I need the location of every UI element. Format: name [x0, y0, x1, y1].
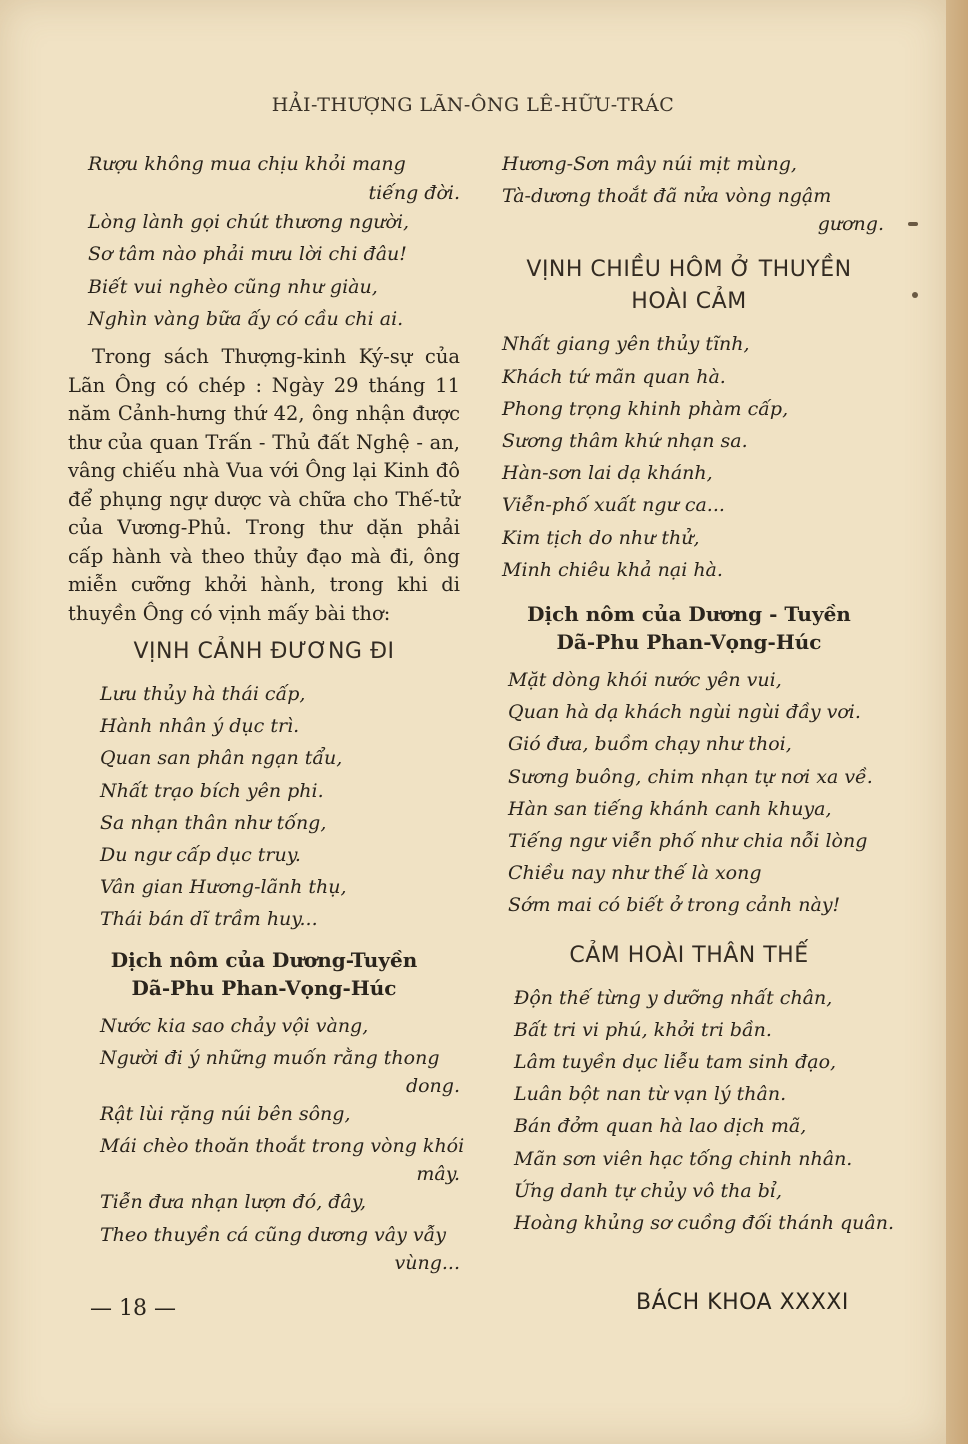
left-column: [68, 148, 465, 1275]
continuation-poem: [494, 148, 884, 236]
verse-line: Ứng danh tự chủy vô tha bỉ,: [514, 1179, 782, 1202]
verse-line: mây.: [416, 1163, 460, 1186]
poem-vinh-canh-duong-di: [68, 678, 460, 936]
verse-line: Kim tịch do như thử,: [502, 526, 700, 549]
verse-line: Sơ tâm nào phải mưu lời chi đâu!: [88, 243, 407, 266]
verse-line: Quan san phân ngạn tẩu,: [100, 747, 343, 770]
verse-line: Sa nhạn thân như tống,: [100, 811, 327, 834]
verse-line: Phong trọng khinh phàm cấp,: [502, 397, 789, 420]
translator-line: Dịch nôm của Dương - Tuyền: [527, 602, 851, 627]
verse-line: Biết vui nghèo cũng như giàu,: [88, 275, 378, 298]
verse-line: Thái bán dĩ trầm huy...: [100, 908, 318, 931]
poem-title-line: HOÀI CẢM: [631, 289, 747, 315]
page-edge: [946, 0, 968, 1444]
verse-line: Sương thâm khứ nhạn sa.: [502, 430, 748, 453]
verse-line: Quan hà dạ khách ngùi ngùi đầy vơi.: [508, 701, 861, 724]
translator-line: Dã-Phu Phan-Vọng-Húc: [556, 630, 822, 655]
verse-line: Lòng lành gọi chút thương người,: [88, 211, 410, 234]
translator-credit: [68, 946, 460, 1002]
verse-line: Nhất trạo bích yên phi.: [100, 779, 324, 802]
verse-line: Rượu không mua chịu khỏi mang: [88, 153, 406, 175]
verse-line: Khách tứ mãn quan hà.: [502, 365, 726, 388]
verse-line: Chiều nay như thế là xong: [508, 862, 762, 885]
verse-line: Minh chiêu khả nại hà.: [502, 558, 723, 581]
translator-line: Dã-Phu Phan-Vọng-Húc: [131, 975, 397, 1000]
translation-poem: [494, 664, 884, 922]
translator-line: Dịch nôm của Dương-Tuyền: [110, 947, 418, 972]
verse-line: Tà-dương thoắt đã nửa vòng ngậm: [502, 185, 832, 208]
verse-line: Lưu thủy hà thái cấp,: [100, 683, 306, 706]
verse-line: Viễn-phố xuất ngư ca...: [502, 494, 725, 517]
verse-line: Theo thuyền cá cũng dương vây vẫy: [100, 1223, 446, 1246]
verse-line: Bất tri vi phú, khởi tri bần.: [514, 1018, 772, 1041]
speck-mark: [908, 222, 918, 226]
verse-line: Độn thế từng y dưỡng nhất chân,: [514, 986, 833, 1009]
translator-credit: [494, 600, 884, 656]
verse-line: Hương-Sơn mây núi mịt mùng,: [502, 153, 797, 175]
verse-line: Sớm mai có biết ở trong cảnh này!: [508, 894, 841, 917]
right-column: [494, 148, 894, 1239]
translation-poem: [68, 1010, 465, 1275]
verse-line: Tiễn đưa nhạn lượn đó, đây,: [100, 1191, 367, 1214]
poem-title: [494, 254, 884, 318]
verse-line: Hàn-sơn lai dạ khánh,: [502, 462, 713, 485]
verse-line: Người đi ý những muốn rằng thong: [100, 1046, 440, 1069]
verse-line: Vân gian Hương-lãnh thụ,: [100, 876, 347, 899]
poem-cam-hoai-than-the: [494, 982, 894, 1240]
verse-line: Hành nhân ý dục trì.: [100, 715, 300, 738]
poem-vinh-chieu-hom: [494, 328, 884, 586]
verse-line: vùng...: [394, 1251, 460, 1274]
poem-title-line: VỊNH CHIỀU HÔM Ở THUYỀN: [526, 257, 852, 283]
verse-line: tiếng đời.: [368, 182, 460, 205]
verse-line: Bán đởm quan hà lao dịch mã,: [514, 1115, 807, 1138]
opening-poem: [68, 148, 460, 335]
speck-mark: [912, 292, 918, 298]
verse-line: Nhất giang yên thủy tĩnh,: [502, 333, 750, 356]
verse-line: Hàn san tiếng khánh canh khuya,: [508, 797, 832, 820]
verse-line: Nước kia sao chảy vội vàng,: [100, 1014, 369, 1037]
verse-line: Mãn sơn viên hạc tống chinh nhân.: [514, 1147, 853, 1170]
verse-line: Mái chèo thoăn thoắt trong vòng khói: [100, 1135, 465, 1158]
verse-line: Rật lùi rặng núi bên sông,: [100, 1103, 351, 1126]
verse-line: gương.: [817, 213, 884, 236]
journal-footer: BÁCH KHOA XXXXI: [636, 1290, 849, 1315]
verse-line: Tiếng ngư viễn phố như chia nỗi lòng: [508, 830, 868, 853]
verse-line: Luân bột nan từ vạn lý thân.: [514, 1083, 787, 1106]
running-head: HẢI-THƯỢNG LÃN-ÔNG LÊ-HỮU-TRÁC: [271, 94, 675, 116]
poem-title: CẢM HOÀI THÂN THẾ: [569, 942, 809, 968]
verse-line: Gió đưa, buồm chạy như thoi,: [508, 733, 792, 756]
poem-title: VỊNH CẢNH ĐƯƠNG ĐI: [133, 639, 395, 665]
verse-line: Sương buông, chim nhạn tự nơi xa về.: [508, 765, 873, 788]
verse-line: dong.: [405, 1075, 460, 1098]
verse-line: Lâm tuyền dục liễu tam sinh đạo,: [514, 1051, 837, 1074]
verse-line: Du ngư cấp dục truy.: [100, 844, 301, 867]
prose-paragraph: Trong sách Thượng-kinh Ký-sự của Lãn Ông có chép : Ngày 29 tháng 11 năm Cảnh-hưng thứ 42, ông nhận được thư của quan Trấn - Thủ đất Nghệ - an, vâng chiếu nhà Vua với Ông lại Kinh đô để phụng ngự dược và chữa cho Thế-tử của Vương-Phủ. Trong thư dặn phải cấp hành và theo thủy đạo mà đi, ông miễn cưỡng khởi hành, trong khi di thuyền Ông có vịnh mấy bài thơ:: [68, 345, 460, 625]
verse-line: Hoàng khủng sơ cuồng đối thánh quân.: [514, 1212, 894, 1235]
verse-line: Mặt dòng khói nước yên vui,: [508, 669, 782, 692]
verse-line: Nghìn vàng bữa ấy có cầu chi ai.: [88, 307, 404, 330]
page-number: — 18 —: [90, 1296, 176, 1321]
